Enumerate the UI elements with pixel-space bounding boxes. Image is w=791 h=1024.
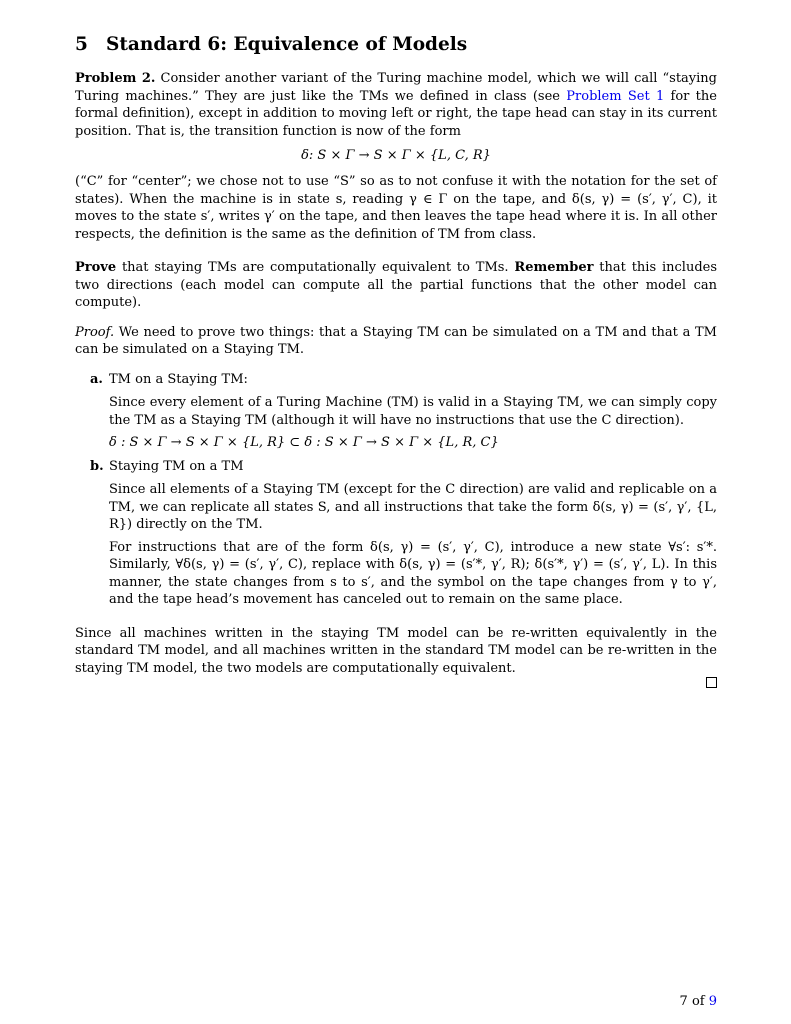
proof-label: Proof. xyxy=(75,324,115,340)
transition-function: δ: S × Γ → S × Γ × {L, C, R} xyxy=(301,148,491,163)
prove-label: Prove xyxy=(75,260,117,275)
problem-statement xyxy=(75,70,717,140)
proof-conclusion: Since all machines written in the staying TM model can be re-written equivalently in the standard TM model, and all machines written in the standard TM model can be re-written in the staying TM model, the two models are computationally equivalent. xyxy=(75,625,717,676)
problem-label: Problem 2. xyxy=(75,71,156,86)
total-pages-link[interactable]: 9 xyxy=(708,994,717,1009)
problem-intro-pre: Consider another variant of the Turing machine model, which we will call “staying Turing machines.” They are just like the TMs we defined in class (see xyxy=(75,71,717,104)
proof-item-a xyxy=(75,371,717,452)
page-content xyxy=(75,34,717,689)
item-paragraph: Since all elements of a Staying TM (except for the C direction) are valid and replicable on a TM, we can replicate all states S, and all instructions that take the form δ(s, γ) = (s′, γ′, {L, R}) directly on the TM. xyxy=(109,482,717,532)
section-heading xyxy=(75,34,717,55)
item-formula: δ : S × Γ → S × Γ × {L, R} ⊂ δ : S × Γ → S × Γ × {L, R, C} xyxy=(109,435,499,450)
remember-text: that this includes two directions (each model can compute all the partial functions that the other model can compute). xyxy=(75,260,717,310)
item-heading: Staying TM on a TM xyxy=(109,458,244,474)
page-footer xyxy=(680,994,717,1009)
item-heading: TM on a Staying TM: xyxy=(109,371,248,387)
remember-label: Remember xyxy=(514,260,594,275)
section-number: 5 xyxy=(75,34,88,55)
problem-set-link[interactable]: Problem Set 1 xyxy=(566,88,665,104)
item-marker: b. xyxy=(90,458,104,474)
page-of-label: of xyxy=(691,994,705,1009)
section-title: Standard 6: Equivalence of Models xyxy=(106,34,468,55)
prove-statement xyxy=(75,259,717,312)
proof-intro xyxy=(75,324,717,359)
proof-items xyxy=(75,371,717,609)
proof-item-b xyxy=(75,458,717,609)
page-number: 7 xyxy=(679,994,688,1009)
proof-intro-text: We need to prove two things: that a Staying TM can be simulated on a TM and that a TM can be simulated on a Staying TM. xyxy=(75,324,717,357)
problem-intro-post: for the formal definition), except in addition to moving left or right, the tape head can stay in its current position. That is, the transition function is now of the form xyxy=(75,88,717,139)
prove-text: that staying TMs are computationally equivalent to TMs. xyxy=(116,260,515,275)
qed-square-icon xyxy=(706,677,717,688)
item-paragraph: Since every element of a Turing Machine (TM) is valid in a Staying TM, we can simply copy the TM as a Staying TM (although it will have no instructions that use the C direction). xyxy=(109,395,717,428)
item-paragraph: For instructions that are of the form δ(s, γ) = (s′, γ′, C), introduce a new state ∀s′: s′*. Similarly, ∀δ(s, γ) = (s′, γ′, C), replace with δ(s, γ) = (s′*, γ′, R); δ(s′*, γ′) = (s′, γ′, L). In this manner, the state changes from s to s′, and the symbol on the tape changes from γ to γ′, and the tape head’s movement has canceled out to remain on the same place. xyxy=(109,539,717,607)
item-marker: a. xyxy=(90,371,103,387)
problem-explanation: (“C” for “center”; we chose not to use “S” so as to not confuse it with the notation for the set of states). When the machine is in state s, reading γ ∈ Γ on the tape, and δ(s, γ) = (s′, γ′, C), it moves to the state s′, writes γ′ on the tape, and then leaves the tape head where it is. In all other respects, the definition is the same as the definition of TM from class. xyxy=(75,174,717,242)
